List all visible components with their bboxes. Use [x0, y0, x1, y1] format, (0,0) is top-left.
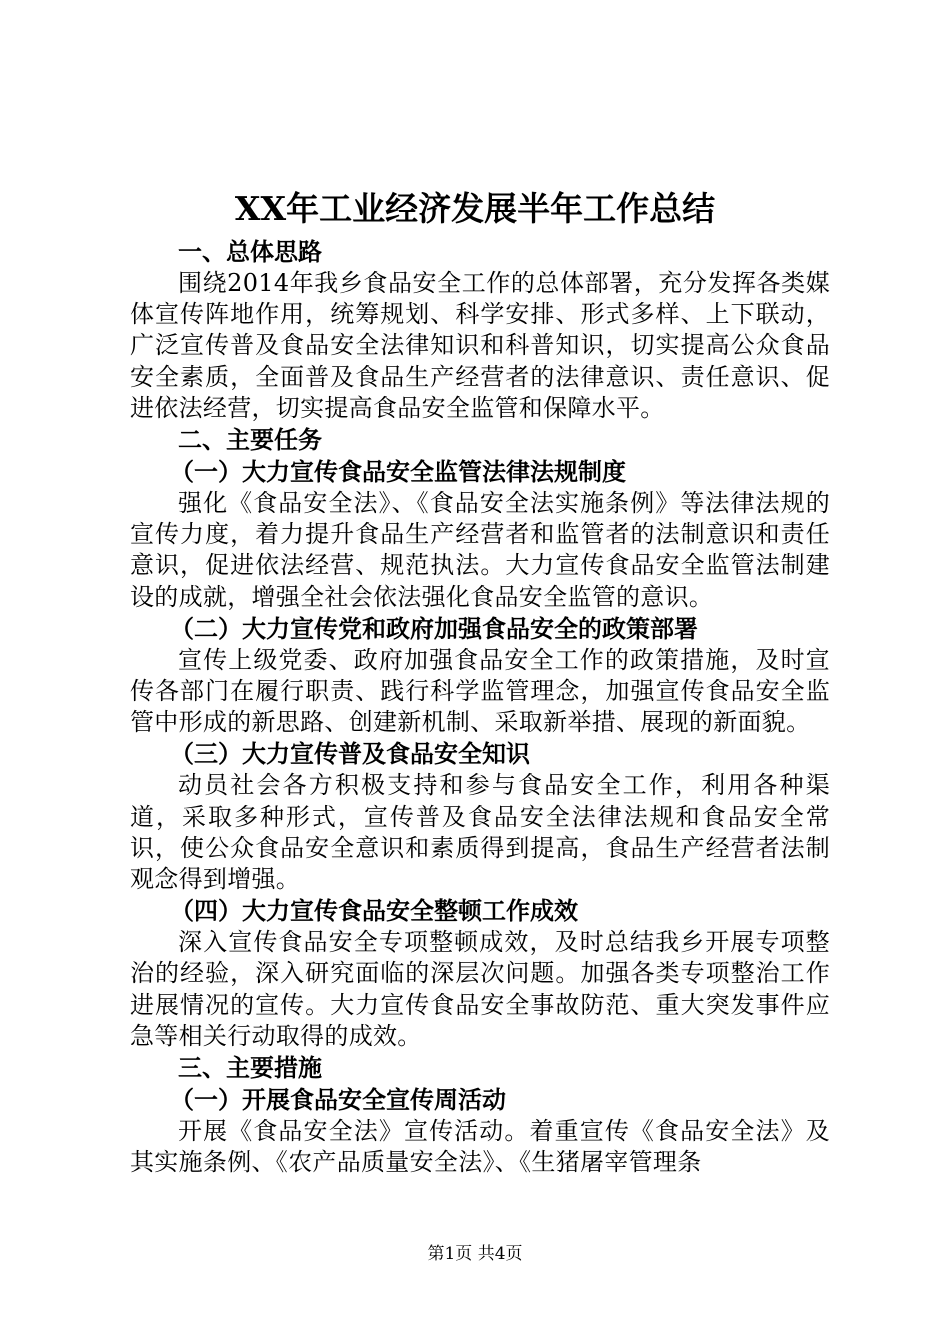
paragraph-task-3: 动员社会各方积极支持和参与食品安全工作，利用各种渠道，采取多种形式，宣传普及食品安全法律法规和食品安全常识，使公众食品安全意识和素质得到提高，食品生产经营者法制观念得到增强。 — [130, 771, 830, 894]
section-heading-main-measures: 三、主要措施 — [178, 1053, 322, 1083]
subheading-task-2: （二）大力宣传党和政府加强食品安全的政策部署 — [170, 613, 698, 643]
subheading-task-1: （一）大力宣传食品安全监管法律法规制度 — [170, 457, 626, 487]
subheading-task-4: （四）大力宣传食品安全整顿工作成效 — [170, 896, 578, 926]
document-title: XX年工业经济发展半年工作总结 — [234, 189, 716, 228]
paragraph-task-2: 宣传上级党委、政府加强食品安全工作的政策措施，及时宣传各部门在履行职责、践行科学监管理念，加强宣传食品安全监管中形成的新思路、创建新机制、采取新举措、展现的新面貌。 — [130, 645, 830, 737]
section-heading-overall-approach: 一、总体思路 — [178, 237, 322, 266]
paragraph-task-1: 强化《食品安全法》、《食品安全法实施条例》等法律法规的宣传力度，着力提升食品生产经营者和监管者的法制意识和责任意识，促进依法经营、规范执法。大力宣传食品安全监管法制建设的成就，增强全社会依法强化食品安全监管的意识。 — [130, 489, 830, 611]
subheading-task-3: （三）大力宣传普及食品安全知识 — [170, 739, 530, 769]
subheading-measure-1: （一）开展食品安全宣传周活动 — [170, 1085, 506, 1115]
paragraph-task-4: 深入宣传食品安全专项整顿成效，及时总结我乡开展专项整治的经验，深入研究面临的深层次问题。加强各类专项整治工作进展情况的宣传。大力宣传食品安全事故防范、重大突发事件应急等相关行动取得的成效。 — [130, 928, 830, 1050]
page-footer: 第1页 共4页 — [427, 1244, 523, 1264]
document-body — [130, 236, 830, 1178]
paragraph-overall-approach: 围绕2014年我乡食品安全工作的总体部署，充分发挥各类媒体宣传阵地作用，统筹规划、科学安排、形式多样、上下联动，广泛宣传普及食品安全法律知识和科普知识，切实提高公众食品安全素质，全面普及食品生产经营者的法律意识、责任意识、促进依法经营，切实提高食品安全监管和保障水平。 — [130, 269, 830, 422]
section-heading-main-tasks: 二、主要任务 — [178, 425, 322, 455]
paragraph-measure-1: 开展《食品安全法》宣传活动。着重宣传《食品安全法》及其实施条例、《农产品质量安全法》、《生猪屠宰管理条 — [130, 1117, 830, 1177]
